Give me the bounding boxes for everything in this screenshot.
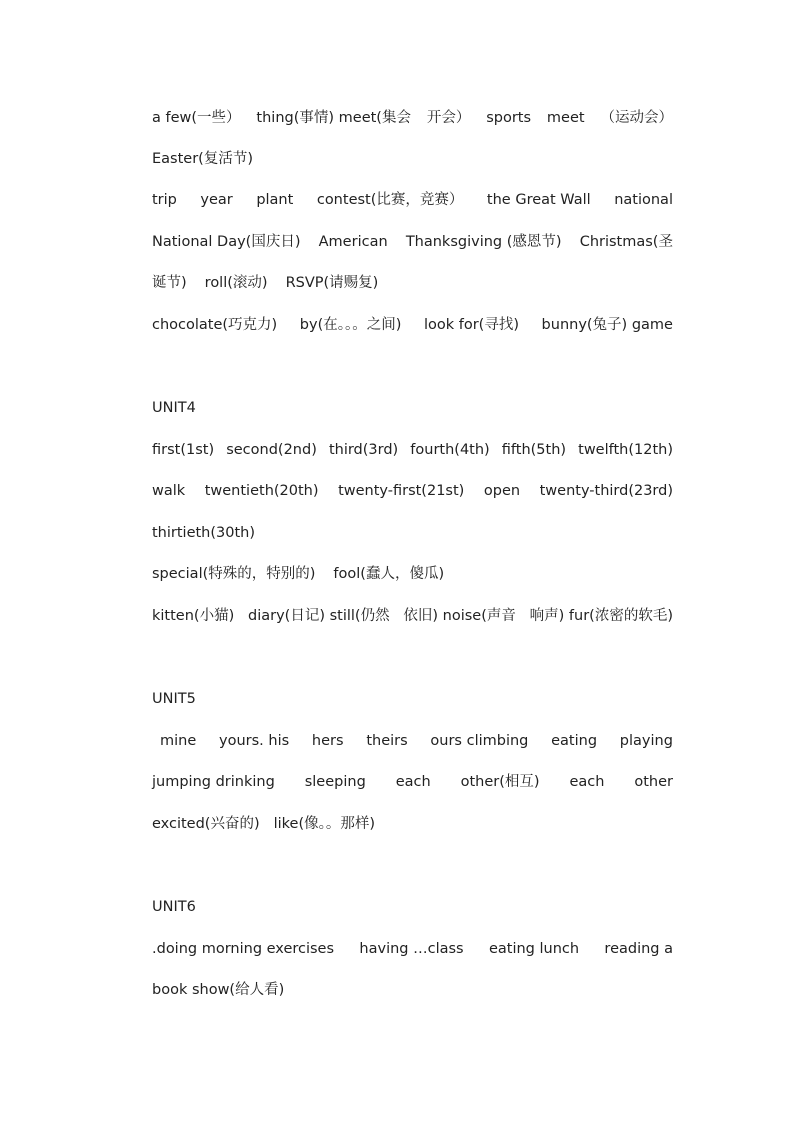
vocab-item: excited(兴奋的) (152, 816, 260, 832)
vocab-item: yours. his (219, 733, 290, 749)
vocab-item: having …class (359, 941, 464, 957)
vocab-line (152, 149, 673, 169)
vocab-line (152, 980, 673, 1000)
vocab-item: trip (152, 192, 177, 208)
vocab-item: a few(一些） (152, 110, 241, 126)
vocab-item: 响声) fur(浓密的软毛) (529, 608, 673, 624)
vocab-line (152, 523, 673, 543)
vocab-item: book show(给人看) (152, 982, 285, 998)
unit-heading (152, 689, 673, 709)
vocab-line (152, 731, 673, 751)
vocab-item: each (569, 774, 605, 790)
vocab-item: fourth(4th) (410, 442, 490, 458)
vocab-item: bunny(兔子) game (541, 317, 673, 333)
unit-heading-text: UNIT5 (152, 691, 196, 707)
vocab-item: walk (152, 483, 186, 499)
vocab-item: 开会） (426, 110, 471, 126)
vocab-item: twentieth(20th) (204, 483, 319, 499)
vocab-item: diary(日记) still(仍然 (248, 608, 390, 624)
vocab-item: Thanksgiving (感恩节) (405, 234, 562, 250)
vocab-item: jumping drinking (152, 774, 275, 790)
vocab-item: the Great Wall (486, 192, 591, 208)
vocab-item: sports (486, 110, 532, 126)
vocab-item: first(1st) (152, 442, 215, 458)
vocab-item: .doing morning exercises (152, 941, 335, 957)
vocab-item: fifth(5th) (501, 442, 567, 458)
vocab-item: ours climbing (430, 733, 529, 749)
vocab-line (152, 273, 673, 293)
vocab-item: contest(比赛，竞赛） (316, 192, 464, 208)
vocab-item: 诞节) (152, 275, 187, 291)
vocab-item: 依旧) noise(声音 (403, 608, 516, 624)
vocab-item: look for(寻找) (423, 317, 519, 333)
vocab-line (152, 606, 673, 626)
vocab-line (152, 939, 673, 959)
unit-heading (152, 398, 673, 418)
vocab-item: third(3rd) (328, 442, 399, 458)
vocab-item: year (200, 192, 233, 208)
vocab-line (152, 190, 673, 210)
vocab-item: plant (256, 192, 294, 208)
vocab-item: other (634, 774, 673, 790)
vocab-item: special(特殊的，特别的) (152, 566, 316, 582)
vocab-item: thing(事情) meet(集会 (256, 110, 411, 126)
vocab-item: national (614, 192, 673, 208)
vocab-item: chocolate(巧克力) (152, 317, 278, 333)
vocab-item: sleeping (304, 774, 366, 790)
vocab-item: twenty-third(23rd) (539, 483, 673, 499)
vocab-item: theirs (366, 733, 408, 749)
vocab-line (152, 814, 673, 834)
vocab-item: reading a (604, 941, 673, 957)
vocab-item: each (395, 774, 431, 790)
vocab-item: twelfth(12th) (578, 442, 673, 458)
vocab-line (152, 440, 673, 460)
vocab-item: open (483, 483, 521, 499)
vocab-item: other(相互) (460, 774, 540, 790)
vocab-item: eating (551, 733, 598, 749)
vocab-item: meet (546, 110, 585, 126)
vocab-item: by(在。。。之间) (299, 317, 402, 333)
unit-heading-text: UNIT4 (152, 400, 196, 416)
vocab-line (152, 315, 673, 335)
vocab-item: Easter(复活节) (152, 151, 253, 167)
vocab-item: hers (311, 733, 344, 749)
vocab-line (152, 772, 673, 792)
vocab-item: RSVP(请赐复) (285, 275, 379, 291)
vocab-item: National Day(国庆日) (152, 234, 301, 250)
vocab-line (152, 481, 673, 501)
vocab-item: eating lunch (488, 941, 580, 957)
vocab-line (152, 564, 673, 584)
vocab-item: fool(蠢人，傻瓜) (333, 566, 445, 582)
vocab-item: roll(滚动) (204, 275, 268, 291)
vocab-item: playing (619, 733, 673, 749)
vocab-item: kitten(小猫) (152, 608, 235, 624)
vocab-item: mine (160, 733, 197, 749)
vocab-item: thirtieth(30th) (152, 525, 256, 541)
vocab-line (152, 232, 673, 252)
vocab-item: twenty-first(21st) (338, 483, 465, 499)
vocab-item: American (318, 234, 388, 250)
unit-heading (152, 897, 673, 917)
vocab-item: （运动会） (600, 110, 673, 126)
unit-heading-text: UNIT6 (152, 899, 196, 915)
vocab-line (152, 108, 673, 128)
vocab-item: Christmas(圣 (579, 234, 673, 250)
vocab-item: second(2nd) (226, 442, 317, 458)
vocab-item: like(像。。那样) (273, 816, 376, 832)
